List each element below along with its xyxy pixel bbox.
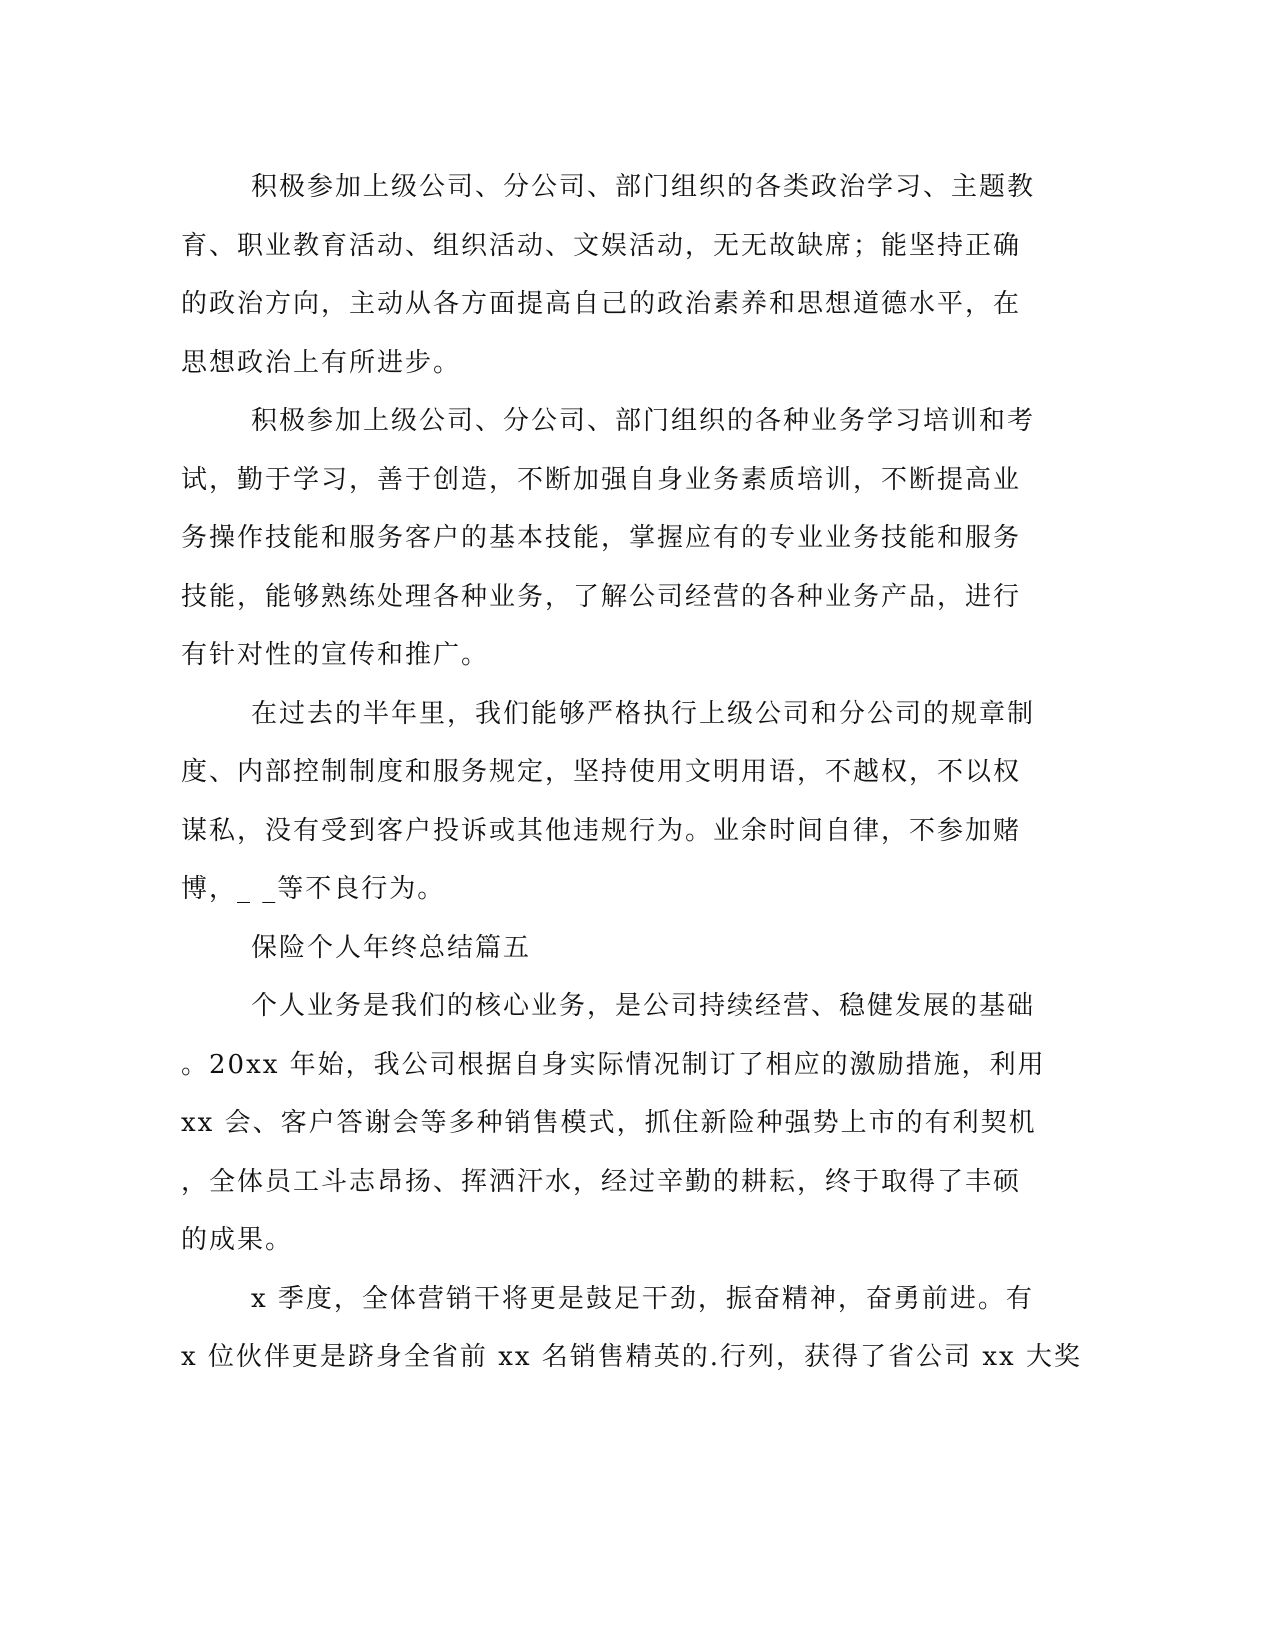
paragraph-line: ，全体员工斗志昂扬、挥洒汗水，经过辛勤的耕耘，终于取得了丰硕 (181, 1166, 1022, 1197)
paragraph-line: 的成果。 (181, 1225, 294, 1255)
document-body (181, 158, 1082, 1387)
paragraph-line: 在过去的半年里，我们能够严格执行上级公司和分公司的规章制 (251, 698, 1036, 729)
paragraph-line: 的政治方向，主动从各方面提高自己的政治素养和思想道德水平，在 (181, 289, 1022, 319)
paragraph-line: 思想政治上有所进步。 (181, 347, 462, 378)
paragraph-line: x 季度，全体营销干将更是鼓足干劲，振奋精神，奋勇前进。有 (251, 1283, 1034, 1314)
paragraph-line: 技能，能够熟练处理各种业务，了解公司经营的各种业务产品，进行 (181, 581, 1022, 612)
paragraph-line: x 位伙伴更是跻身全省前 xx 名销售精英的.行列，获得了省公司 xx 大奖 (181, 1342, 1082, 1372)
paragraph-line: 积极参加上级公司、分公司、部门组织的各类政治学习、主题教 (251, 172, 1036, 202)
paragraph-line: 度、内部控制制度和服务规定，坚持使用文明用语，不越权，不以权 (181, 757, 1022, 787)
paragraph-line: 谋私，没有受到客户投诉或其他违规行为。业余时间自律，不参加赌 (181, 815, 1022, 846)
paragraph-line: 。20xx 年始，我公司根据自身实际情况制订了相应的激励措施，利用 (181, 1049, 1046, 1080)
paragraph-line: 务操作技能和服务客户的基本技能，掌握应有的专业业务技能和服务 (181, 523, 1022, 553)
paragraph-line: 积极参加上级公司、分公司、部门组织的各种业务学习培训和考 (251, 406, 1036, 436)
paragraph-line: 育、职业教育活动、组织活动、文娱活动，无无故缺席；能坚持正确 (181, 230, 1022, 261)
paragraph-line: xx 会、客户答谢会等多种销售模式，抓住新险种强势上市的有利契机 (181, 1108, 1037, 1138)
paragraph-line: 有针对性的宣传和推广。 (181, 640, 490, 670)
section-heading: 保险个人年终总结篇五 (251, 932, 532, 963)
paragraph-line: 试，勤于学习，善于创造，不断加强自身业务素质培训，不断提高业 (181, 464, 1022, 495)
paragraph-line: 个人业务是我们的核心业务，是公司持续经营、稳健发展的基础 (251, 991, 1036, 1021)
paragraph-line: 博，_ _等不良行为。 (181, 874, 446, 904)
